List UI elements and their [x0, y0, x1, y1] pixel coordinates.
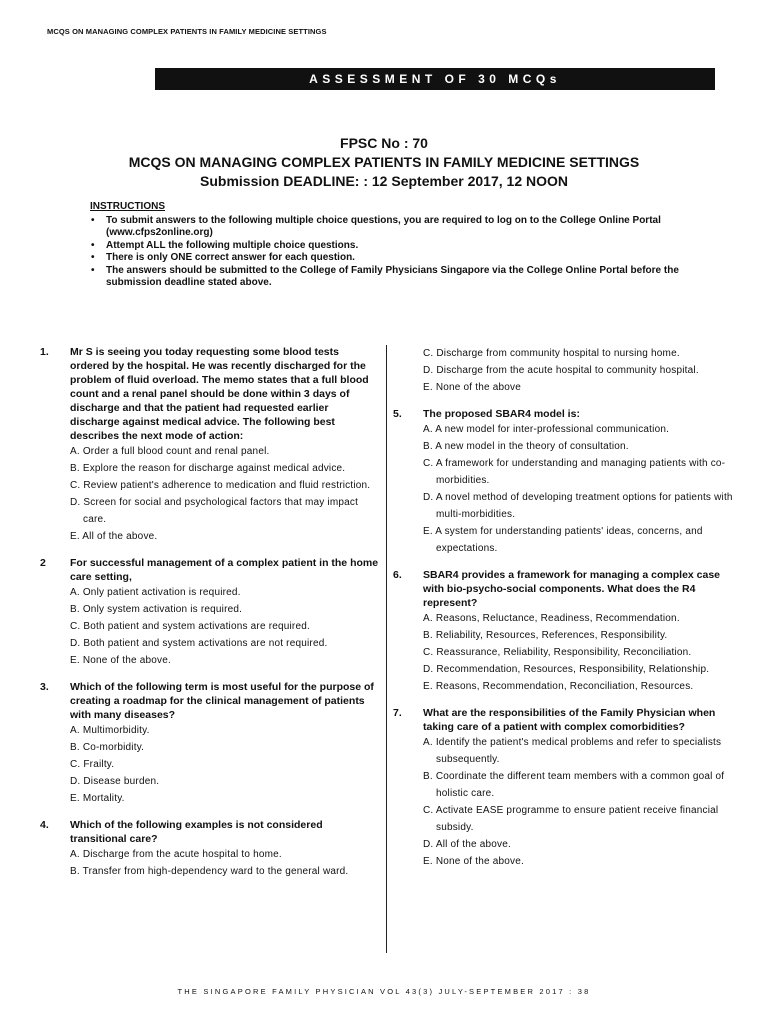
answer-option: D. Discharge from the acute hospital to community hospital. — [423, 365, 699, 376]
answer-option: C. Frailty. — [70, 759, 115, 770]
answer-option: B. Only system activation is required. — [70, 604, 243, 615]
fpsc-number: FPSC No : 70 — [340, 135, 428, 151]
answer-option: C. Activate EASE programme to ensure patient receive financial subsidy. — [423, 805, 719, 833]
instruction-item: • To submit answers to the following multiple choice questions, you are required to log on to the College Online Portal (www.cfps2online.org) — [90, 215, 710, 240]
answer-option: D. Recommendation, Resources, Responsibility, Relationship. — [423, 664, 710, 675]
answer-option: A. Reasons, Reluctance, Readiness, Recommendation. — [423, 613, 680, 624]
answer-option: C. Discharge from community hospital to nursing home. — [423, 348, 680, 359]
instruction-item: • The answers should be submitted to the College of Family Physicians Singapore via the College Online Portal before the submission deadline stated above. — [90, 265, 710, 290]
answer-option: C. Reassurance, Reliability, Responsibility, Reconciliation. — [423, 647, 692, 658]
question-2 — [40, 556, 380, 669]
answer-option: E. A system for understanding patients' ideas, concerns, and expectations. — [423, 526, 703, 554]
question-5 — [393, 407, 733, 557]
question-number: 1. — [40, 346, 49, 358]
question-stem: Which of the following examples is not considered transitional care? — [70, 819, 323, 845]
answer-option: B. Explore the reason for discharge against medical advice. — [70, 463, 346, 474]
question-number: 6. — [393, 569, 402, 581]
answer-option: B. Co-morbidity. — [70, 742, 145, 753]
answer-option: D. Disease burden. — [70, 776, 160, 787]
answer-option: D. Screen for social and psychological factors that may impact care. — [70, 497, 359, 525]
page-footer: THE SINGAPORE FAMILY PHYSICIAN VOL 43(3) JULY-SEPTEMBER 2017 : 38 — [177, 987, 591, 996]
right-column — [393, 345, 733, 881]
answer-option: A. Multimorbidity. — [70, 725, 150, 736]
instruction-item: • There is only ONE correct answer for each question. — [90, 252, 710, 265]
answer-option: B. A new model in the theory of consultation. — [423, 441, 629, 452]
question-number: 2 — [40, 557, 46, 569]
question-3 — [40, 680, 380, 807]
answer-option: B. Coordinate the different team members with a common goal of holistic care. — [423, 771, 725, 799]
answer-option: E. Mortality. — [70, 793, 125, 804]
column-divider — [386, 345, 387, 953]
question-number: 3. — [40, 681, 49, 693]
question-stem: Mr S is seeing you today requesting some blood tests ordered by the hospital. He was recently discharged for the problem of fluid overload. The memo states that a full blood count and a renal panel should be done within 3 days of discharge and that the patient had requested earlier discharge against medical advice. The following best describes the next mode of action: — [70, 346, 369, 442]
answer-option: C. Review patient's adherence to medication and fluid restriction. — [70, 480, 371, 491]
question-number: 7. — [393, 707, 402, 719]
question-number: 4. — [40, 819, 49, 831]
answer-option: E. None of the above. — [423, 856, 524, 867]
submission-deadline: Submission DEADLINE: : 12 September 2017, 12 NOON — [200, 173, 568, 189]
answer-option: A. Discharge from the acute hospital to home. — [70, 849, 282, 860]
answer-option: E. Reasons, Recommendation, Reconciliation, Resources. — [423, 681, 694, 692]
left-column — [40, 345, 380, 891]
answer-option: E. All of the above. — [70, 531, 158, 542]
question-4-continued — [393, 345, 733, 396]
answer-option: E. None of the above. — [70, 655, 171, 666]
instructions-heading: INSTRUCTIONS — [90, 201, 165, 212]
question-4 — [40, 818, 380, 880]
answer-option: A. Only patient activation is required. — [70, 587, 241, 598]
instructions-block — [90, 201, 710, 290]
answer-option: D. All of the above. — [423, 839, 511, 850]
answer-option: B. Transfer from high-dependency ward to the general ward. — [70, 866, 349, 877]
question-number: 5. — [393, 408, 402, 420]
answer-option: D. Both patient and system activations are not required. — [70, 638, 328, 649]
question-stem: Which of the following term is most useful for the purpose of creating a roadmap for the clinical management of patients with many diseases? — [70, 681, 374, 721]
answer-option: C. A framework for understanding and managing patients with co-morbidities. — [423, 458, 726, 486]
assessment-banner: ASSESSMENT OF 30 MCQs — [155, 68, 715, 90]
question-stem: SBAR4 provides a framework for managing a complex case with bio-psycho-social components. What does the R4 represent? — [423, 569, 721, 609]
question-6 — [393, 568, 733, 695]
question-stem: What are the responsibilities of the Family Physician when taking care of a patient with complex comorbidities? — [423, 707, 716, 733]
instruction-item: • Attempt ALL the following multiple choice questions. — [90, 240, 710, 253]
question-stem: The proposed SBAR4 model is: — [423, 408, 580, 420]
answer-option: E. None of the above — [423, 382, 521, 393]
answer-option: A. Identify the patient's medical problems and refer to specialists subsequently. — [423, 737, 722, 765]
answer-option: A. A new model for inter-professional communication. — [423, 424, 670, 435]
question-7 — [393, 706, 733, 870]
page-title: MCQS ON MANAGING COMPLEX PATIENTS IN FAMILY MEDICINE SETTINGS — [128, 154, 640, 170]
question-stem: For successful management of a complex patient in the home care setting, — [70, 557, 379, 583]
question-1 — [40, 345, 380, 545]
running-head: MCQS ON MANAGING COMPLEX PATIENTS IN FAMILY MEDICINE SETTINGS — [47, 27, 327, 36]
instructions-list — [90, 215, 710, 290]
answer-option: B. Reliability, Resources, References, Responsibility. — [423, 630, 668, 641]
answer-option: D. A novel method of developing treatment options for patients with multi-morbidities. — [423, 492, 733, 520]
answer-option: A. Order a full blood count and renal panel. — [70, 446, 270, 457]
answer-option: C. Both patient and system activations are required. — [70, 621, 310, 632]
